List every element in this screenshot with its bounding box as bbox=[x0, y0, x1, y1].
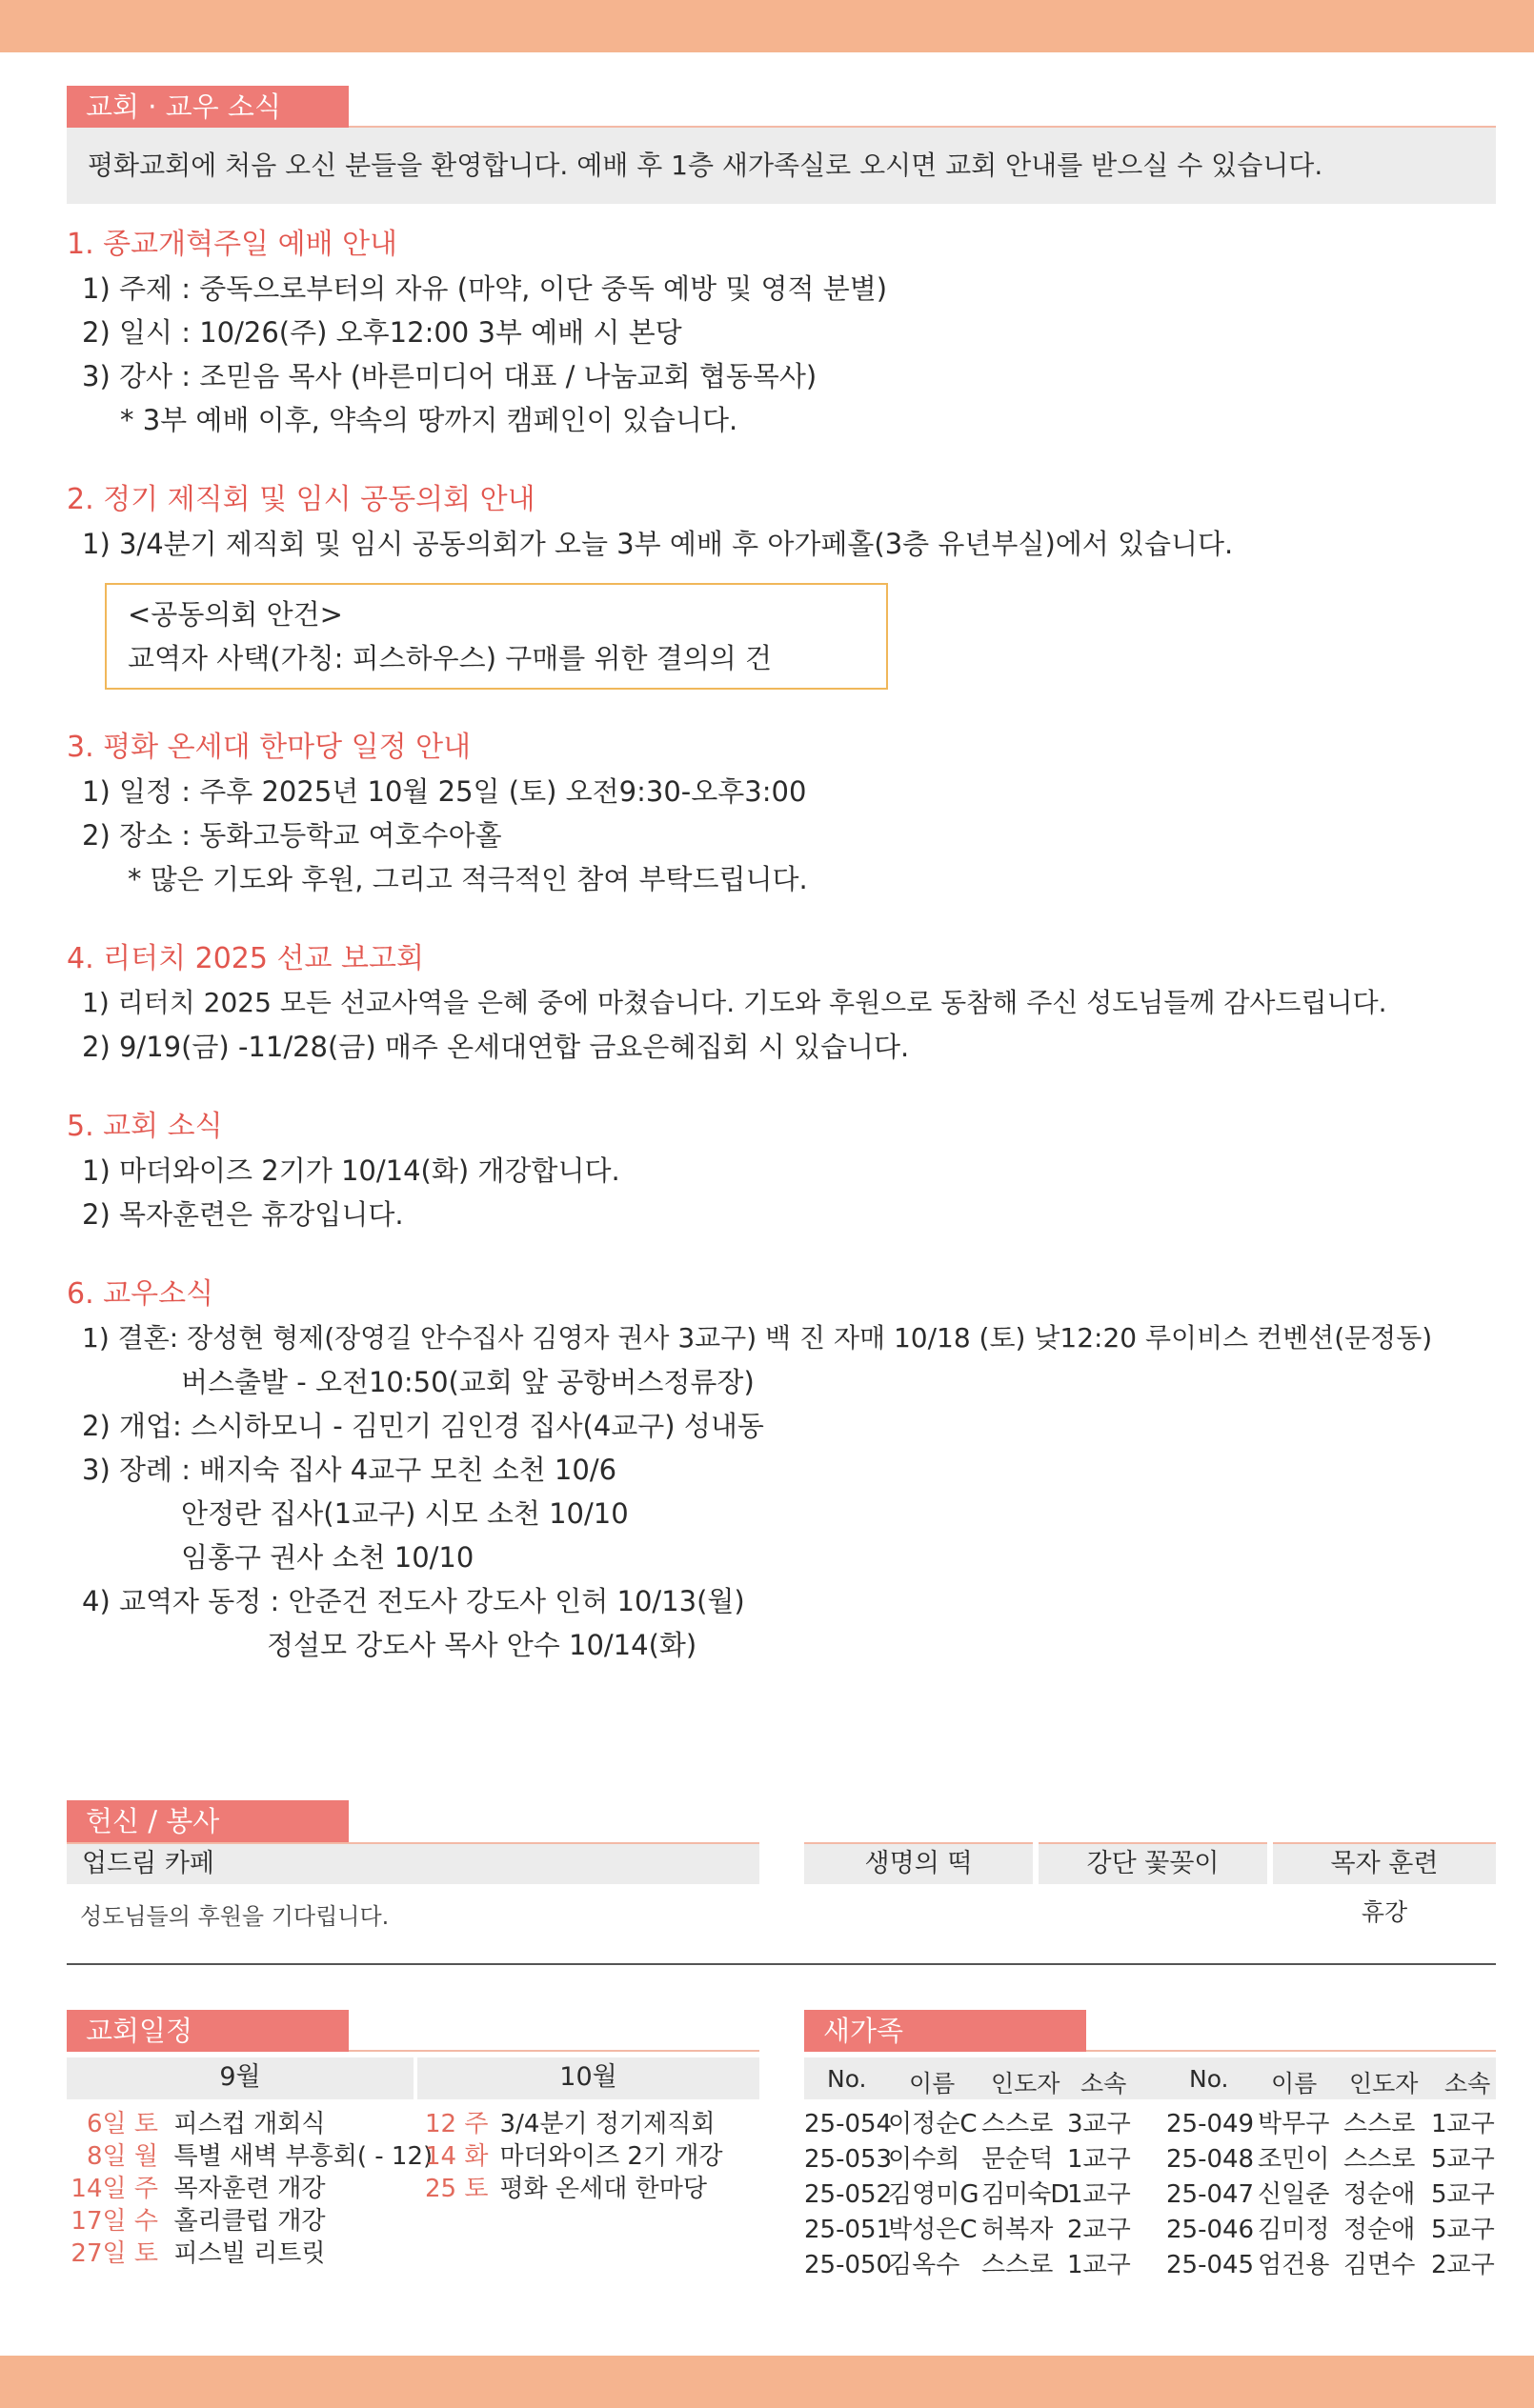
schedule-event bbox=[67, 2237, 326, 2270]
header-guide: 인도자 bbox=[1349, 2070, 1419, 2097]
member-district: 1교구 bbox=[1431, 2110, 1495, 2138]
schedule-event bbox=[425, 2108, 715, 2140]
schedule-month-sep: 9월 bbox=[67, 2057, 414, 2099]
member-no: 25-053 bbox=[804, 2145, 893, 2174]
new-family-header-row bbox=[804, 2057, 1496, 2099]
news-line: 2) 목자훈련은 휴강입니다. bbox=[82, 1198, 404, 1231]
member-guide: 정순애 bbox=[1343, 2216, 1416, 2244]
service-col-training: 목자 훈련 bbox=[1273, 1842, 1496, 1884]
news-line: 버스출발 - 오전10:50(교회 앞 공항버스정류장) bbox=[181, 1366, 755, 1398]
schedule-event bbox=[67, 2205, 326, 2237]
news-line: 1) 마더와이즈 2기가 10/14(화) 개강합니다. bbox=[82, 1154, 620, 1187]
member-name: 김옥수 bbox=[888, 2251, 960, 2279]
member-no: 25-052 bbox=[804, 2180, 893, 2209]
news-line: 3) 강사 : 조믿음 목사 (바른미디어 대표 / 나눔교회 협동목사) bbox=[82, 360, 817, 392]
schedule-section-title: 교회일정 bbox=[67, 2010, 349, 2052]
news-item-title: 2. 정기 제직회 및 임시 공동의회 안내 bbox=[67, 483, 535, 516]
news-note: * 많은 기도와 후원, 그리고 적극적인 참여 부탁드립니다. bbox=[128, 863, 808, 895]
member-no: 25-046 bbox=[1166, 2216, 1255, 2244]
news-line: 2) 장소 : 동화고등학교 여호수아홀 bbox=[82, 819, 502, 852]
member-name: 이정순C bbox=[888, 2110, 978, 2138]
top-color-band bbox=[0, 0, 1534, 52]
service-section bbox=[67, 1800, 1496, 1930]
event-text: 마더와이즈 2기 개강 bbox=[499, 2142, 723, 2171]
member-name: 조민이 bbox=[1258, 2145, 1330, 2174]
event-text: 피스컵 개회식 bbox=[173, 2110, 326, 2138]
table-row bbox=[804, 2248, 1496, 2283]
header-no: No. bbox=[1189, 2065, 1229, 2093]
news-line: 1) 결혼: 장성현 형제(장영길 안수집사 김영자 권사 3교구) 백 진 자매 10/18 (토) 낮12:20 루이비스 컨벤션(문정동) bbox=[82, 1322, 1433, 1354]
member-district: 5교구 bbox=[1431, 2216, 1495, 2244]
member-guide: 허복자 bbox=[981, 2216, 1054, 2244]
table-row bbox=[804, 2142, 1496, 2177]
member-no: 25-054 bbox=[804, 2110, 893, 2138]
event-date: 14일 주 bbox=[71, 2175, 158, 2203]
service-section-title: 헌신 / 봉사 bbox=[67, 1800, 349, 1842]
header-no: No. bbox=[827, 2065, 867, 2093]
news-item-title: 3. 평화 온세대 한마당 일정 안내 bbox=[67, 731, 472, 764]
news-line: 임홍구 권사 소천 10/10 bbox=[181, 1541, 474, 1574]
member-guide: 스스로 bbox=[1343, 2145, 1416, 2174]
member-name: 신일준 bbox=[1258, 2180, 1330, 2209]
news-list bbox=[67, 223, 1496, 1667]
schedule-event bbox=[425, 2173, 707, 2205]
news-item-3 bbox=[67, 726, 1496, 901]
news-item-1 bbox=[67, 223, 1496, 442]
member-no: 25-047 bbox=[1166, 2180, 1255, 2209]
agenda-text: 교역자 사택(가칭: 피스하우스) 구매를 위한 결의의 건 bbox=[128, 642, 773, 674]
news-line: 2) 일시 : 10/26(주) 오후12:00 3부 예배 시 본당 bbox=[82, 316, 682, 349]
new-family-section-title: 새가족 bbox=[804, 2010, 1086, 2052]
news-line: 2) 9/19(금) -11/28(금) 매주 온세대연합 금요은혜집회 시 있습니다. bbox=[82, 1031, 910, 1063]
member-district: 1교구 bbox=[1067, 2180, 1131, 2209]
member-district: 2교구 bbox=[1431, 2251, 1495, 2279]
schedule-month-oct: 10월 bbox=[417, 2057, 759, 2099]
bottom-color-band bbox=[0, 2356, 1534, 2408]
member-name: 이수희 bbox=[888, 2145, 960, 2174]
news-line: 1) 일정 : 주후 2025년 10월 25일 (토) 오전9:30-오후3:00 bbox=[82, 775, 807, 808]
service-training-value: 휴강 bbox=[1361, 1898, 1408, 1926]
schedule-event bbox=[67, 2173, 326, 2205]
news-note: * 3부 예배 이후, 약속의 땅까지 캠페인이 있습니다. bbox=[120, 404, 738, 436]
news-line: 정설모 강도사 목사 안수 10/14(화) bbox=[267, 1629, 697, 1661]
member-guide: 스스로 bbox=[981, 2110, 1054, 2138]
schedule-event bbox=[67, 2140, 433, 2173]
event-date: 8일 월 bbox=[86, 2142, 158, 2171]
header-district: 소속 bbox=[1080, 2070, 1127, 2097]
header-guide: 인도자 bbox=[991, 2070, 1060, 2097]
schedule-section bbox=[67, 2010, 759, 2296]
schedule-event bbox=[67, 2108, 326, 2140]
news-item-6 bbox=[67, 1273, 1496, 1667]
upward-cafe-header: 업드림 카페 bbox=[67, 1842, 759, 1884]
event-date: 6일 토 bbox=[86, 2110, 158, 2138]
event-text: 목자훈련 개강 bbox=[173, 2175, 326, 2203]
event-text: 특별 새벽 부흥회( - 12) bbox=[173, 2142, 434, 2171]
member-district: 5교구 bbox=[1431, 2180, 1495, 2209]
member-no: 25-050 bbox=[804, 2251, 893, 2279]
member-guide: 문순덕 bbox=[981, 2145, 1054, 2174]
member-guide: 정순애 bbox=[1343, 2180, 1416, 2209]
member-guide: 스스로 bbox=[1343, 2110, 1416, 2138]
member-guide: 김미숙D bbox=[981, 2180, 1069, 2209]
header-district: 소속 bbox=[1444, 2070, 1491, 2097]
event-text: 3/4분기 정기제직회 bbox=[499, 2110, 716, 2138]
news-line: 4) 교역자 동정 : 안준건 전도사 강도사 인허 10/13(월) bbox=[82, 1585, 745, 1617]
service-section-header bbox=[67, 1800, 759, 1842]
table-row bbox=[804, 2177, 1496, 2213]
member-no: 25-045 bbox=[1166, 2251, 1255, 2279]
section-divider bbox=[67, 1963, 1496, 1965]
event-date: 14 화 bbox=[425, 2142, 489, 2171]
news-line: 안정란 집사(1교구) 시모 소천 10/10 bbox=[181, 1497, 629, 1530]
news-section bbox=[67, 86, 1496, 1703]
schedule-section-header bbox=[67, 2010, 759, 2052]
news-item-title: 1. 종교개혁주일 예배 안내 bbox=[67, 228, 398, 261]
member-no: 25-048 bbox=[1166, 2145, 1255, 2174]
news-item-5 bbox=[67, 1105, 1496, 1236]
news-line: 1) 3/4분기 제직회 및 임시 공동의회가 오늘 3부 예배 후 아가페홀(3층 유년부실)에서 있습니다. bbox=[82, 528, 1234, 560]
schedule-event bbox=[425, 2140, 723, 2173]
news-line: 3) 장례 : 배지숙 집사 4교구 모친 소천 10/6 bbox=[82, 1454, 617, 1486]
member-guide: 김면수 bbox=[1343, 2251, 1416, 2279]
event-date: 17일 수 bbox=[71, 2207, 158, 2236]
welcome-banner: 평화교회에 처음 오신 분들을 환영합니다. 예배 후 1층 새가족실로 오시면 교회 안내를 받으실 수 있습니다. bbox=[67, 128, 1496, 204]
news-section-header bbox=[67, 86, 1496, 128]
member-name: 박성은C bbox=[888, 2216, 978, 2244]
member-name: 박무구 bbox=[1258, 2110, 1330, 2138]
member-guide: 스스로 bbox=[981, 2251, 1054, 2279]
event-text: 피스빌 리트릿 bbox=[173, 2239, 326, 2268]
member-district: 5교구 bbox=[1431, 2145, 1495, 2174]
event-date: 27일 토 bbox=[71, 2239, 158, 2268]
event-date: 12 주 bbox=[425, 2110, 489, 2138]
table-row bbox=[804, 2107, 1496, 2142]
member-district: 3교구 bbox=[1067, 2110, 1131, 2138]
news-item-title: 6. 교우소식 bbox=[67, 1277, 214, 1311]
member-no: 25-049 bbox=[1166, 2110, 1255, 2138]
member-district: 1교구 bbox=[1067, 2145, 1131, 2174]
service-col-flowers: 강단 꽃꽂이 bbox=[1039, 1842, 1267, 1884]
news-line: 1) 주제 : 중독으로부터의 자유 (마약, 이단 중독 예방 및 영적 분별) bbox=[82, 272, 888, 305]
new-family-section bbox=[804, 2010, 1496, 2296]
news-item-title: 5. 교회 소식 bbox=[67, 1110, 223, 1143]
news-item-4 bbox=[67, 937, 1496, 1069]
upward-cafe-text: 성도님들의 후원을 기다립니다. bbox=[80, 1903, 390, 1930]
news-line: 1) 리터치 2025 모든 선교사역을 은혜 중에 마쳤습니다. 기도와 후원으로 동참해 주신 성도님들께 감사드립니다. bbox=[82, 987, 1387, 1018]
news-line: 2) 개업: 스시하모니 - 김민기 김인경 집사(4교구) 성내동 bbox=[82, 1410, 764, 1442]
member-district: 1교구 bbox=[1067, 2251, 1131, 2279]
member-no: 25-051 bbox=[804, 2216, 893, 2244]
agenda-box bbox=[105, 583, 888, 690]
service-col-bread: 생명의 떡 bbox=[804, 1842, 1033, 1884]
member-name: 김영미G bbox=[888, 2180, 979, 2209]
agenda-heading: <공동의회 안건> bbox=[128, 598, 343, 631]
table-row bbox=[804, 2213, 1496, 2248]
new-family-section-header bbox=[804, 2010, 1496, 2052]
event-text: 평화 온세대 한마당 bbox=[499, 2175, 707, 2203]
event-text: 홀리클럽 개강 bbox=[173, 2207, 326, 2236]
news-item-title: 4. 리터치 2025 선교 보고회 bbox=[67, 942, 424, 975]
news-section-title: 교회 · 교우 소식 bbox=[67, 86, 349, 128]
event-date: 25 토 bbox=[425, 2175, 489, 2203]
news-item-2 bbox=[67, 478, 1496, 690]
header-name: 이름 bbox=[1271, 2070, 1318, 2097]
member-district: 2교구 bbox=[1067, 2216, 1131, 2244]
new-family-table bbox=[804, 2107, 1496, 2288]
member-name: 엄건용 bbox=[1258, 2251, 1330, 2279]
member-name: 김미정 bbox=[1258, 2216, 1330, 2244]
header-name: 이름 bbox=[909, 2070, 956, 2097]
